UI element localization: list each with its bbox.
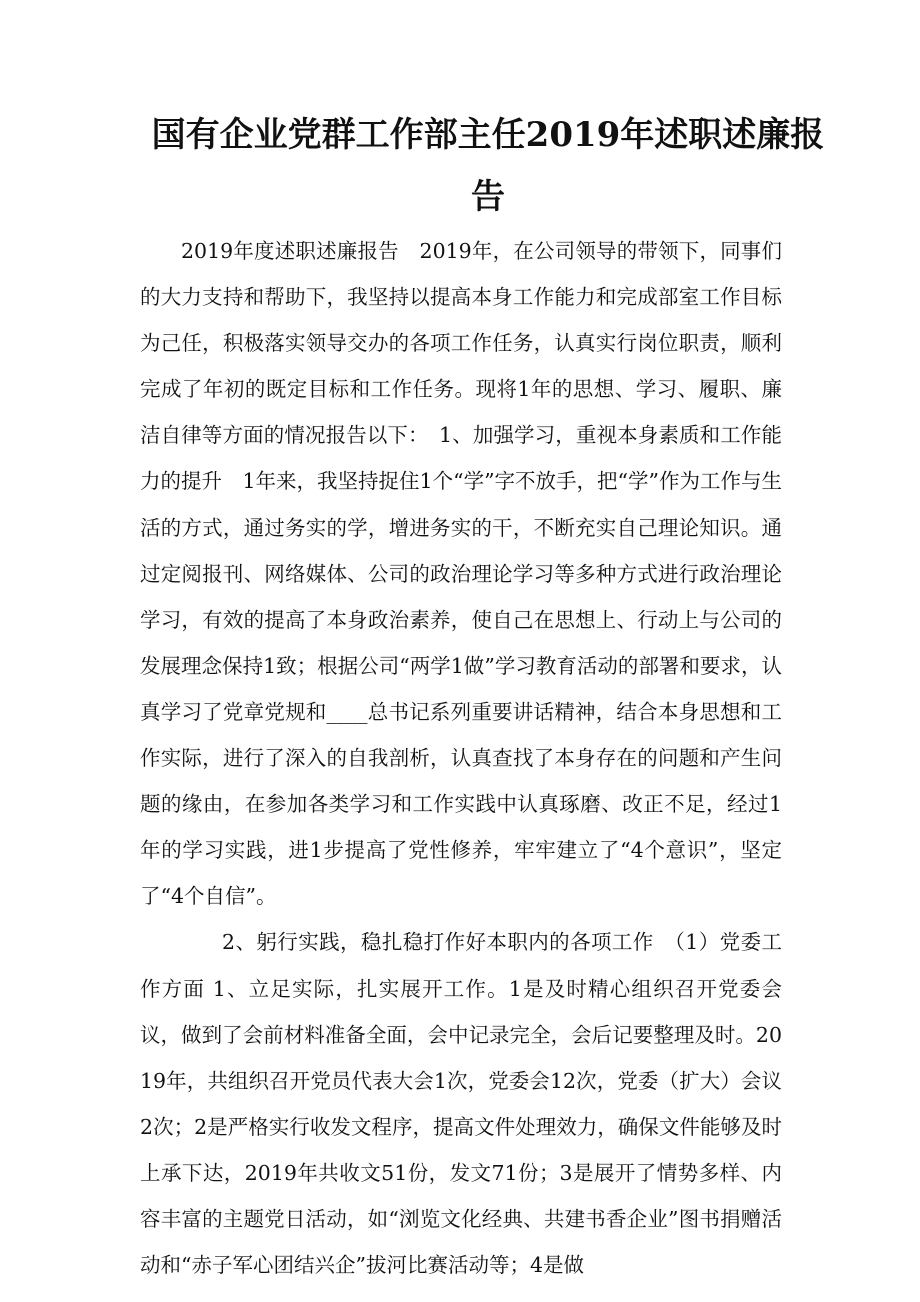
body-paragraph-2: 2、躬行实践，稳扎稳打作好本职内的各项工作 （1）党委工作方面 1、立足实际，扎实展开工作。1是及时精心组织召开党委会议，做到了会前材料准备全面，会中记录完全，会后记要整理及时。2019年，共组织召开党员代表大会1次，党委会12次，党委（扩大）会议2次；2是严格实行收发文程序，提高文件处理效力，确保文件能够及时上承下达，2019年共收文51份，发文71份；3是展开了情势多样、内容丰富的主题党日活动，如“浏览文化经典、共建书香企业”图书捐赠活动和“赤子军心团结兴企”拔河比赛活动等；4是做	[140, 930, 782, 1278]
body-paragraph-1: 2019年度述职述廉报告 2019年，在公司领导的带领下，同事们的大力支持和帮助下，我坚持以提高本身工作能力和完成部室工作目标为己任，积极落实领导交办的各项工作任务，认真实行岗位职责，顺利完成了年初的既定目标和工作任务。现将1年的思想、学习、履职、廉洁自律等方面的情况报告以下： 1、加强学习，重视本身素质和工作能力的提升 1年来，我坚持捉住1个“学”字不放手，把“学”作为工作与生活的方式，通过务实的学，增进务实的干，不断充实自己理论知识。通过定阅报刊、网络媒体、公司的政治理论学习等多种方式进行政治理论学习，有效的提高了本身政治素养，使自己在思想上、行动上与公司的发展理念保持1致；根据公司“两学1做”学习教育活动的部署和要求，认真学习了党章党规和____总书记系列重要讲话精神，结合本身思想和工作实际，进行了深入的自我剖析，认真查找了本身存在的问题和产生问题的缘由，在参加各类学习和工作实践中认真琢磨、改正不足，经过1年的学习实践，进1步提高了党性修养，牢牢建立了“4个意识”，坚定了“4个自信”。	[140, 239, 783, 909]
document-body	[140, 228, 782, 1288]
document-title: 国有企业党群工作部主任2019年述职述廉报告	[151, 115, 825, 217]
